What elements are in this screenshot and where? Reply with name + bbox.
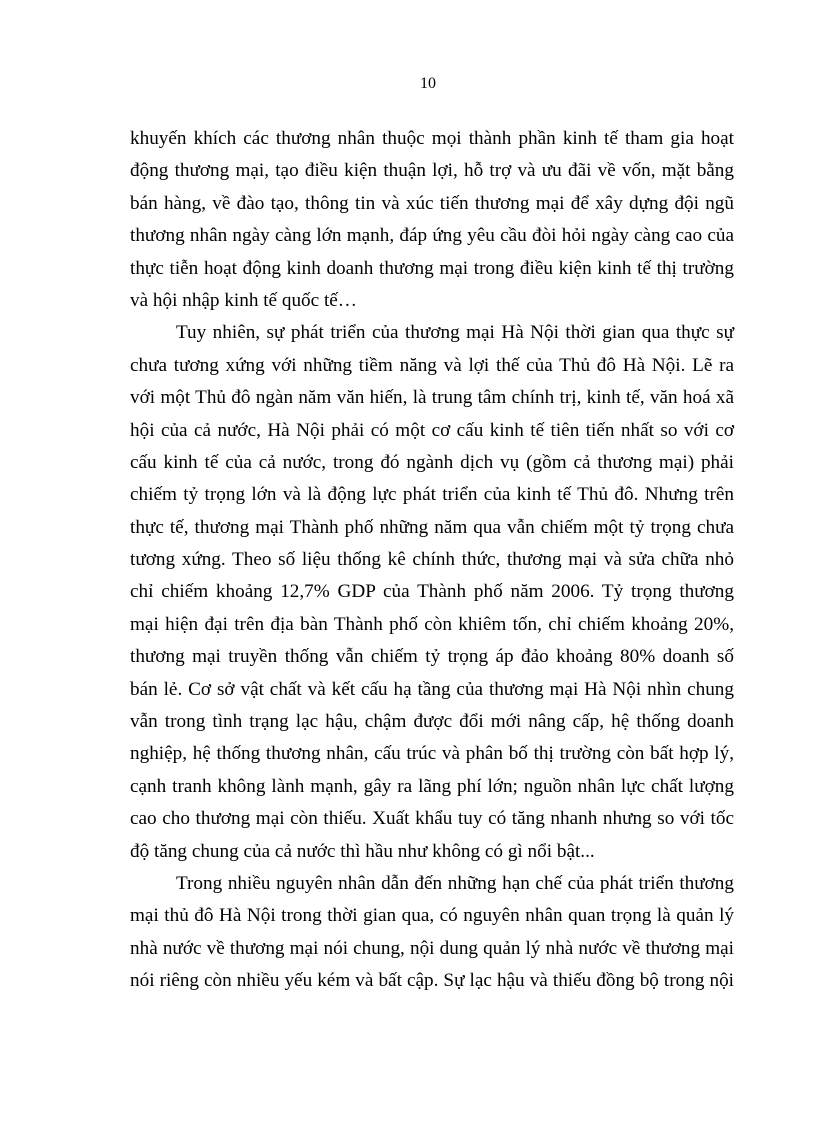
text-line: vẫn trong tình trạng lạc hậu, chậm được đổi mới nâng cấp, hệ thống doanh [130,711,734,733]
text-line: chưa tương xứng với những tiềm năng và lợi thế của Thủ đô Hà Nội. Lẽ ra [130,354,734,376]
text-line: với một Thủ đô ngàn năm văn hiến, là trung tâm chính trị, kinh tế, văn hoá xã [130,387,734,409]
text-line: Trong nhiều nguyên nhân dẫn đến những hạn chế của phát triển thương [176,872,734,894]
text-line: thực tiễn hoạt động kinh doanh thương mại trong điều kiện kinh tế thị trường [130,257,734,279]
body-text [130,123,734,998]
text-line: độ tăng chung của cả nước thì hầu như không có gì nổi bật... [130,840,595,862]
text-line: nghiệp, hệ thống thương nhân, cấu trúc và phân bố thị trường còn bất hợp lý, [130,743,734,765]
text-line: cạnh tranh không lành mạnh, gây ra lãng phí lớn; nguồn nhân lực chất lượng [130,775,734,797]
text-line: nói riêng còn nhiều yếu kém và bất cập. Sự lạc hậu và thiếu đồng bộ trong nội [130,970,734,992]
paragraph [130,123,734,317]
text-line: mại thủ đô Hà Nội trong thời gian qua, có nguyên nhân quan trọng là quản lý [130,905,734,927]
text-line: khuyến khích các thương nhân thuộc mọi thành phần kinh tế tham gia hoạt [130,128,734,149]
text-line: thực tế, thương mại Thành phố những năm qua vẫn chiếm một tỷ trọng chưa [130,516,734,538]
text-line: và hội nhập kinh tế quốc tế… [130,289,357,311]
paragraph [130,317,734,868]
text-line: động thương mại, tạo điều kiện thuận lợi, hỗ trợ và ưu đãi về vốn, mặt bằng [130,160,734,182]
text-line: mại hiện đại trên địa bàn Thành phố còn khiêm tốn, chỉ chiếm khoảng 20%, [130,613,734,635]
text-line: cao cho thương mại còn thiếu. Xuất khẩu tuy có tăng nhanh nhưng so với tốc [130,808,734,830]
page-number: 10 [420,75,436,92]
text-line: chỉ chiếm khoảng 12,7% GDP của Thành phố năm 2006. Tỷ trọng thương [130,581,734,603]
text-line: bán hàng, về đào tạo, thông tin và xúc tiến thương mại để xây dựng đội ngũ [130,192,734,214]
text-line: cấu kinh tế của cả nước, trong đó ngành dịch vụ (gồm cả thương mại) phải [130,451,734,473]
text-line: thương nhân ngày càng lớn mạnh, đáp ứng yêu cầu đòi hỏi ngày càng cao của [130,225,734,247]
text-line: nhà nước về thương mại nói chung, nội dung quản lý nhà nước về thương mại [130,937,734,959]
text-line: Tuy nhiên, sự phát triển của thương mại Hà Nội thời gian qua thực sự [176,322,734,344]
text-line: tương xứng. Theo số liệu thống kê chính thức, thương mại và sửa chữa nhỏ [130,549,734,571]
paragraph [130,868,734,998]
text-line: chiếm tỷ trọng lớn và là động lực phát triển của kinh tế Thủ đô. Nhưng trên [130,484,734,506]
text-line: thương mại truyền thống vẫn chiếm tỷ trọng áp đảo khoảng 80% doanh số [130,646,734,668]
text-line: hội của cả nước, Hà Nội phải có một cơ cấu kinh tế tiên tiến nhất so với cơ [130,419,734,441]
text-line: bán lẻ. Cơ sở vật chất và kết cấu hạ tầng của thương mại Hà Nội nhìn chung [130,678,734,700]
